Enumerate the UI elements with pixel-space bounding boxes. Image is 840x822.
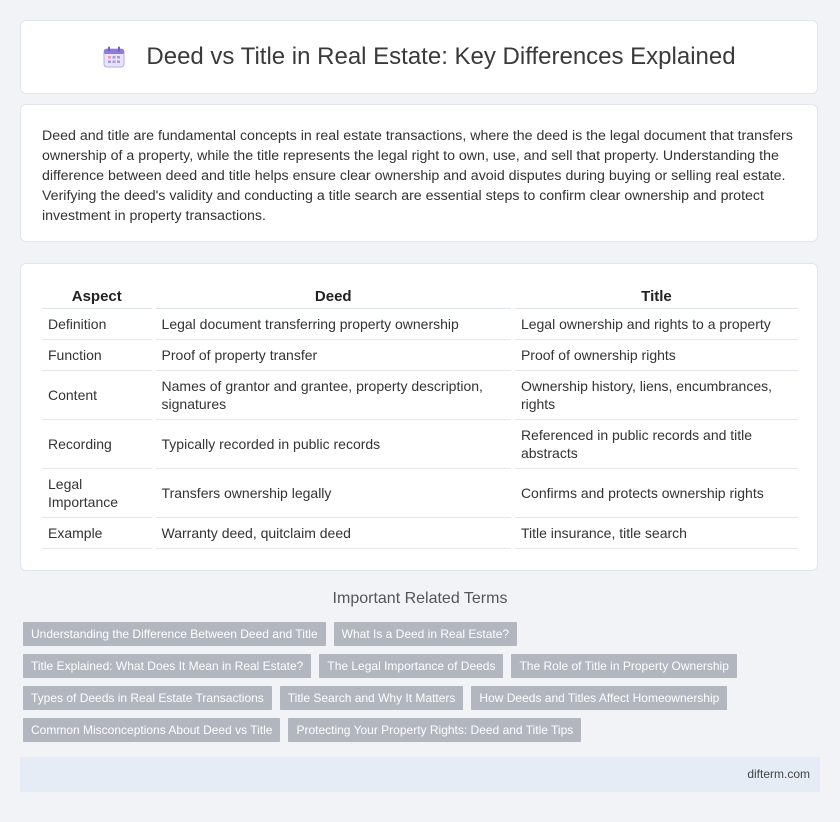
row-aspect: Legal Importance: [42, 469, 154, 518]
header-card: [20, 20, 818, 94]
row-deed: Legal document transferring property ownership: [154, 309, 513, 340]
related-term-link[interactable]: How Deeds and Titles Affect Homeownership: [471, 686, 727, 710]
intro-card: [20, 104, 818, 242]
row-title: Legal ownership and rights to a property: [513, 309, 798, 340]
table-row: [42, 340, 798, 371]
related-terms-list: [23, 622, 813, 742]
row-title: Proof of ownership rights: [513, 340, 798, 371]
page-title: Deed vs Title in Real Estate: Key Differences Explained: [146, 43, 736, 70]
calendar-icon: [102, 45, 126, 69]
row-aspect: Definition: [42, 309, 154, 340]
table-row: [42, 518, 798, 549]
related-term-link[interactable]: The Role of Title in Property Ownership: [511, 654, 736, 678]
header: [102, 43, 735, 71]
row-title: Title insurance, title search: [513, 518, 798, 549]
footer: [20, 757, 820, 792]
row-title: Referenced in public records and title abstracts: [513, 420, 798, 469]
table-row: [42, 469, 798, 518]
table-header-row: [42, 284, 798, 309]
row-deed: Proof of property transfer: [154, 340, 513, 371]
related-term-link[interactable]: Title Explained: What Does It Mean in Real Estate?: [23, 654, 311, 678]
row-deed: Transfers ownership legally: [154, 469, 513, 518]
row-deed: Typically recorded in public records: [154, 420, 513, 469]
row-aspect: Example: [42, 518, 154, 549]
footer-site-link[interactable]: difterm.com: [747, 767, 810, 781]
related-term-link[interactable]: Common Misconceptions About Deed vs Title: [23, 718, 280, 742]
related-term-link[interactable]: What Is a Deed in Real Estate?: [334, 622, 517, 646]
row-deed: Names of grantor and grantee, property description, signatures: [154, 371, 513, 420]
related-term-link[interactable]: The Legal Importance of Deeds: [319, 654, 503, 678]
table-row: [42, 371, 798, 420]
related-term-link[interactable]: Understanding the Difference Between Deed and Title: [23, 622, 326, 646]
row-title: Confirms and protects ownership rights: [513, 469, 798, 518]
comparison-table-card: [20, 263, 818, 571]
intro-paragraph: Deed and title are fundamental concepts in real estate transactions, where the deed is the legal document that transfers ownership of a property, while the title represents the legal right to own, use, and sell that property. Understanding the difference between deed and title helps ensure clear ownership and avoid disputes during buying or selling real estate. Verifying the deed's validity and conducting a title search are essential steps to confirm clear ownership and protect investment in property transactions.: [42, 128, 793, 224]
table-row: [42, 309, 798, 340]
related-terms-heading: Important Related Terms: [332, 590, 508, 607]
row-aspect: Content: [42, 371, 154, 420]
row-aspect: Function: [42, 340, 154, 371]
column-header-aspect: Aspect: [42, 284, 154, 309]
related-term-link[interactable]: Protecting Your Property Rights: Deed and Title Tips: [288, 718, 581, 742]
column-header-title: Title: [513, 284, 798, 309]
row-title: Ownership history, liens, encumbrances, rights: [513, 371, 798, 420]
table-row: [42, 420, 798, 469]
comparison-table: [42, 284, 798, 549]
related-term-link[interactable]: Types of Deeds in Real Estate Transactions: [23, 686, 272, 710]
column-header-deed: Deed: [154, 284, 513, 309]
row-aspect: Recording: [42, 420, 154, 469]
row-deed: Warranty deed, quitclaim deed: [154, 518, 513, 549]
related-term-link[interactable]: Title Search and Why It Matters: [280, 686, 464, 710]
